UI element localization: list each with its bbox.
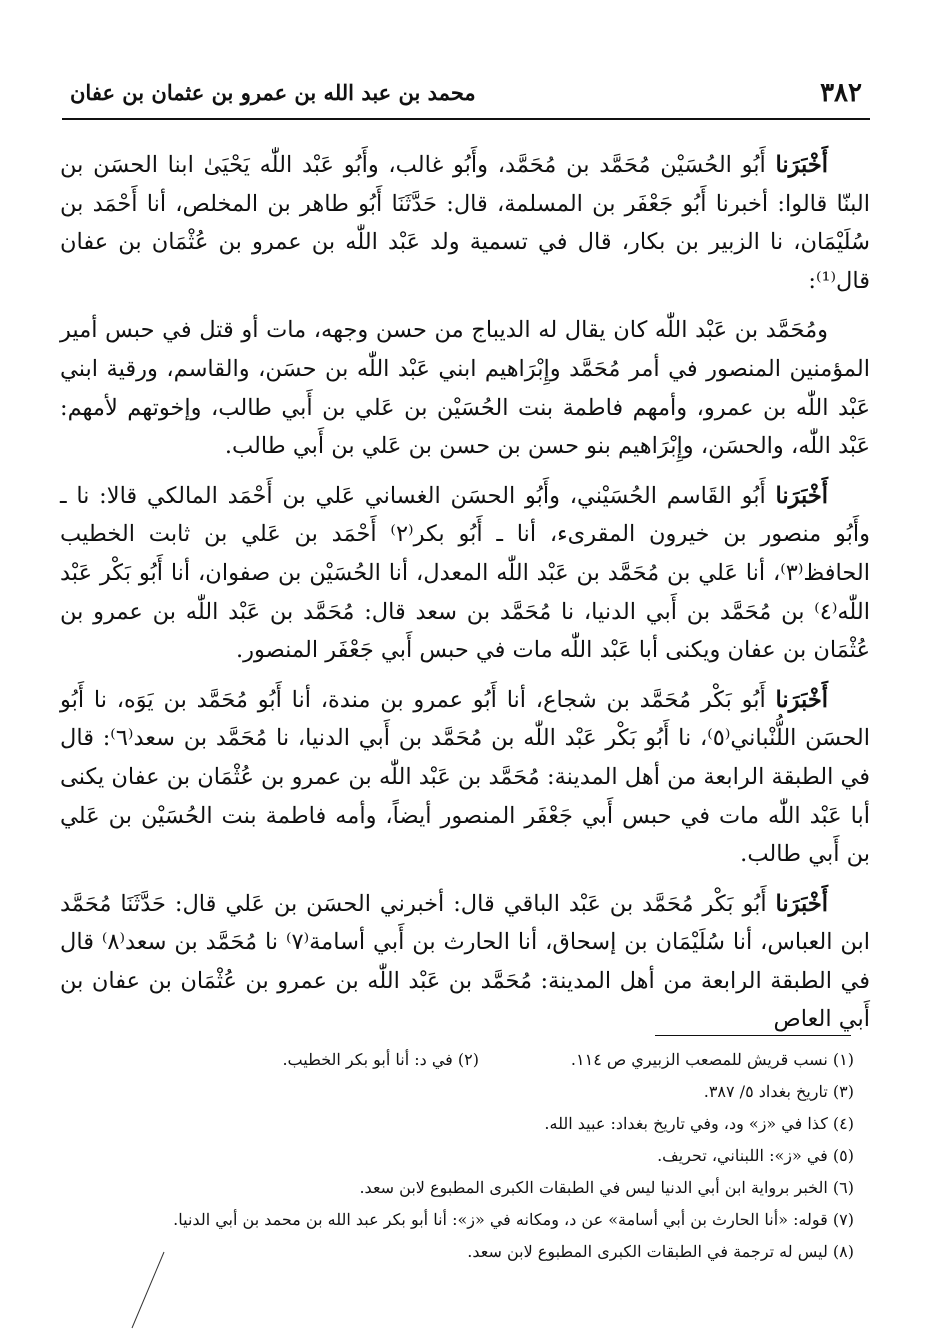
stray-pen-mark: [128, 1250, 168, 1330]
paragraph-4: [60, 681, 870, 874]
page-number: ٣٨٢: [820, 78, 862, 108]
paragraph-lead: أَخْبَرَنا: [775, 152, 828, 178]
footnotes: [70, 1044, 854, 1268]
footnote-7: (٧) قوله: «أنا الحارث بن أبي أسامة» عن د، ومكانه في «ز»: أنا أبو بكر عبد الله بن محمد بن أبي الدنيا.: [173, 1210, 854, 1229]
footnote-row: [70, 1044, 854, 1076]
paragraph-2: [60, 311, 870, 465]
footnote-5: (٥) في «ز»: اللبناني، تحريف.: [657, 1146, 854, 1165]
running-title: محمد بن عبد الله بن عمرو بن عثمان بن عفان: [70, 80, 476, 105]
footnote-6: (٦) الخبر برواية ابن أبي الدنيا ليس في الطبقات الكبرى المطبوع لابن سعد.: [359, 1178, 854, 1197]
paragraph-text: ومُحَمَّد بن عَبْد اللّٰه كان يقال له الديباج من حسن وجهه، مات أو قتل في حبس أمير المؤمنين المنصور في أمر مُحَمَّد وإِبْرَاهيم ابني عَبْد اللّٰه بن حسَن، والقاسم، ورقية ابني عَبْد اللّٰه بن عمرو، وأمهم فاطمة بنت الحُسَيْن بن عَلي بن أَبي طالب، وإخوتهم لأمهم: عَبْد اللّٰه، والحسَن، وإِبْرَاهيم بنو حسن بن حسن بن عَلي بن أَبي طالب.: [60, 317, 870, 460]
paragraph-lead: أَخْبَرَنا: [775, 686, 828, 713]
paragraph-1: [60, 146, 870, 300]
footnote-2: (٢) في د: أنا أبو بكر الخطيب.: [282, 1050, 479, 1069]
footnote-4: (٤) كذا في «ز» ود، وفي تاريخ بغداد: عبيد الله.: [544, 1114, 854, 1133]
header-rule: [62, 118, 870, 120]
footnote-1: (١) نسب قريش للمصعب الزبيري ص ١١٤.: [570, 1050, 854, 1069]
main-text: [60, 146, 870, 1050]
paragraph-text: أَبُو القَاسم الحُسَيْني، وأَبُو الحسَن الغساني عَلي بن أَحْمَد المالكي قالا: نا ـ وأَبُو منصور بن خيرون المقرىء، أنا ـ أَبُو بكر⁽٢⁾ أَحْمَد بن عَلي بن ثابت الخطيب الحافظ⁽٣⁾، أنا عَلي بن مُحَمَّد بن عَبْد اللّٰه المعدل، أنا الحُسَيْن بن صفوان، أنا أَبُو بَكْر عَبْد اللّٰه⁽٤⁾ بن مُحَمَّد بن أَبي الدنيا، نا مُحَمَّد بن سعد قال: مُحَمَّد بن عَبْد اللّٰه بن عمرو بن عُثْمَان بن عفان ويكنى أبا عَبْد اللّٰه مات في حبس أَبي جَعْفَر المنصور.: [60, 482, 870, 664]
paragraph-text: أَبُو بَكْر مُحَمَّد بن شجاع، أنا أَبُو عمرو بن مندة، أنا أَبُو مُحَمَّد بن يَوَه، نا أَبُو الحسَن اللُّنْباني⁽٥⁾، نا أَبُو بَكْر عَبْد اللّٰه بن مُحَمَّد بن أَبي الدنيا، نا مُحَمَّد بن سعد⁽٦⁾: قال في الطبقة الرابعة من أهل المدينة: مُحَمَّد بن عَبْد اللّٰه بن عمرو بن عُثْمَان بن عفان يكنى أبا عَبْد اللّٰه مات في حبس أَبي جَعْفَر المنصور أيضاً، وأمه فاطمة بنت الحُسَيْن بن عَلي بن أَبي طالب.: [60, 686, 871, 868]
paragraph-lead: أَخْبَرَنا: [775, 482, 828, 509]
paragraph-text: أَبُو الحُسَيْن مُحَمَّد بن مُحَمَّد، وأَبُو غالب، وأَبُو عَبْد اللّٰه يَحْيَىٰ ابنا الحسَن بن البنّا قالوا: أخبرنا أَبُو جَعْفَر بن المسلمة، قال: حَدَّثَنَا أَبُو طاهر بن المخلص، أنا أَحْمَد بن سُلَيْمَان، نا الزبير بن بكار، قال في تسمية ولد عَبْد اللّٰه بن عمرو بن عُثْمَان بن عفان قال⁽¹⁾:: [60, 152, 870, 294]
paragraph-5: [60, 885, 870, 1039]
paragraph-3: [60, 477, 870, 670]
paragraph-lead: أَخْبَرَنا: [775, 890, 828, 917]
paragraph-text: أَبُو بَكْر مُحَمَّد بن عَبْد الباقي قال: أخبرني الحسَن بن عَلي قال: حَدَّثَنَا مُحَمَّد ابن العباس، أنا سُلَيْمَان بن إسحاق، أنا الحارث بن أَبي أسامة⁽٧⁾ نا مُحَمَّد بن سعد⁽٨⁾ قال في الطبقة الرابعة من أهل المدينة: مُحَمَّد بن عَبْد اللّٰه بن عمرو بن عُثْمَان بن عفان بن أَبي العاص: [60, 890, 870, 1033]
footnote-rule: [655, 1035, 851, 1036]
footnote-3: (٣) تاريخ بغداد ٥/ ٣٨٧.: [703, 1082, 854, 1101]
footnote-8: (٨) ليس له ترجمة في الطبقات الكبرى المطبوع لابن سعد.: [467, 1242, 854, 1261]
